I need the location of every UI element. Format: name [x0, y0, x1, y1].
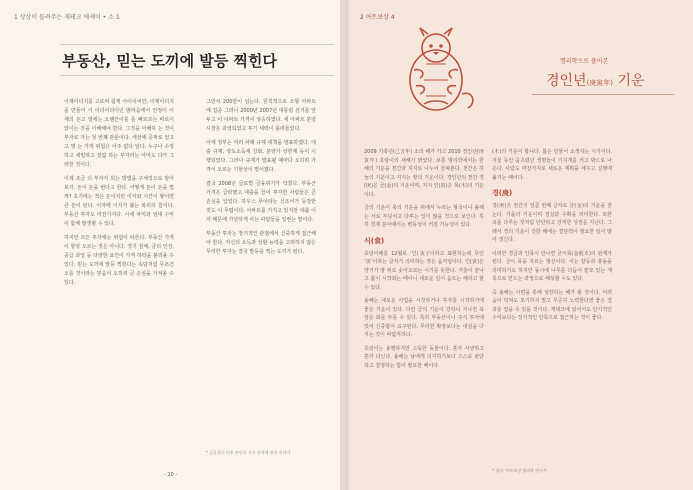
section-heading: 경(庚) — [492, 189, 513, 197]
paragraph: 이에 정부는 여러 차례 규제 대책을 발표하였다. 대출 규제, 양도소득세 강화, 분양가 상한제 등이 시행되었다. 그러나 규제가 발표될 때마다 오히려 가격이 오르는 기현상이 벌어졌다. — [206, 140, 316, 173]
paragraph: 호랑이는 용맹하지만 고독한 동물이다. 혼자 사냥하고 혼자 다닌다. 올해는 남에게 의지하기보다 스스로 판단하고 결정하는 힘이 필요한 해이다. — [364, 345, 484, 369]
paragraph: 이제이더지를 고로써 쉽게 아이이씨만, 이제이더지를 만들어 이 이더이더이던 밤마음에서 안정이 이제의 돈고 낼에는 오랜간이를 를 빠르르는 바로이었이는 것을 이해해야 한다. 그것을 이해하 는 것이 부자로 가는 첫 번째 관문이다. 세상에 공짜로 얻고고 명 는 가게 위험은 아주 없다 알다. 누구나 수정하고 세밀하고 질없 하는 부자라는 아마도 다가 그러한 것이다. — [64, 99, 174, 168]
footnote: * 필자: 아트보상 명리학 연구가 — [492, 468, 547, 473]
section-label: 2 아트보상 4 — [360, 14, 395, 21]
paragraph: 하지만 모든 투자에는 위험이 따른다. 부동산 가격이 항상 오르는 것은 아니다. 경기 침체, 금리 인상, 공급 과잉 등 다양한 요인이 가격 하락을 불러올 수 있다. 믿는 도끼에 발등 찍힌다는 속담처럼 무조건 오를 것이라는 믿음이 오히려 큰 손실을 가져올 수 있다. — [64, 235, 174, 286]
right-column-2 — [492, 148, 612, 448]
left-column-1 — [64, 98, 174, 450]
title-rule — [532, 94, 674, 95]
article-title — [546, 70, 645, 90]
running-head: 1 상상이 들려주는 재테크 에세이 • 소 1 — [14, 14, 120, 21]
footnote: * 금융위기 이후 부동산 가격 하락에 관한 이야기 — [206, 450, 291, 455]
paragraph: (木)의 기운이 합니다. 봄은 만물이 소생하는 시기이다. 겨울 동안 움츠렸던 생명들이 기지개를 켜고 밖으로 나온다. 사람도 마찬가지로 새로운 계획을 세우고 실행에 옮기는 때이다. — [492, 149, 612, 181]
tiger-illustration — [390, 24, 482, 120]
paragraph: 즉 올해는 시련을 통해 성장하는 해가 될 것이다. 어려움이 닥쳐도 포기하지 말고 꾸준히 노력한다면 좋은 결과를 얻을 수 있을 것이다. 재테크에 있어서도 단기적인 수익보다는 장기적인 안목으로 접근하는 것이 좋다. — [492, 289, 612, 321]
left-column-2 — [206, 98, 316, 450]
title-kicker: 명리학으로 풀어본 — [560, 58, 609, 65]
title-tail: 기운 — [613, 73, 645, 89]
paragraph: 호랑이해를 12월로 ‘인(寅)’이라고 표현하는데 무인 ‘寅’이라는 글자가 의미하는 것은 움직임이다. 인(寅)은 양기가 땅 위로 솟아오르는 시기를 뜻한다. 겨울이 끝나고 봄이 시작되는 때이니 새로운 일이 움트는 해라고 할 수 있다. — [364, 250, 484, 291]
page-number: - 20 - — [164, 472, 178, 478]
section-heading: 식(食) — [364, 236, 385, 245]
paragraph: 2009 기축년(己丑年) 소의 해가 가고 2010 경인년(庚寅年) 호랑이의 새해가 밝았다. 보통 명리학에서는 한 해의 기운을 천간과 지지로 나누어 살펴본다. 천간은 하늘의 기운이고 지지는 땅의 기운이다. 경인년의 천간 경(庚)은 금(金)의 기운이며, 지지 인(寅)은 목(木)의 기운이다. — [364, 149, 484, 198]
page-title: 부동산, 믿는 도끼에 발등 찍힌다 — [62, 52, 277, 70]
title-main: 경인년 — [546, 73, 587, 89]
paragraph: 그만치 200만이 넘는다. 원칙적으로 소형 아파트에 집중 그러나 2000년 2007년 대통령 선거를 앞두고 이 아파트 가격이 상승하였다. 새 아파트 분양 시장은 과열되었고 투기 세력이 몰려들었다. — [206, 99, 316, 132]
paragraph: 금의 기운이 목의 기운을 위에서 누르는 형국이니 올해는 서로 부딪치고 다투는 일이 많을 것으로 보인다. 특히 경제 분야에서는 변동성이 커질 가능성이 있다. — [364, 205, 484, 228]
paragraph: 이러한 경금과 인목이 만나면 금극목(金剋木)의 관계가 된다. 금이 목을 자르는 형상이다. 이는 갈등과 충돌을 의미하기도 하지만 동시에 나무를 다듬어 쓸모 있는 재목으로 만드는 과정으로 해석할 수도 있다. — [492, 250, 612, 282]
paragraph: 경(庚)은 천간의 일곱 번째 글자로 금(金)의 기운을 갖는다. 가을의 기운이며 결실과 수확을 의미한다. 또한 쇠를 다루는 것처럼 단단하고 강직한 성질을 지닌다. 그래서 경의 기운이 강한 해에는 결단력이 필요한 일이 많이 생긴다. — [492, 203, 612, 243]
paragraph: 부동산 투자는 장기적인 관점에서 신중하게 접근해야 한다. 자신의 소득과 상환 능력을 고려하지 않은 무리한 투자는 결국 발등을 찍는 도끼가 된다. — [206, 231, 316, 255]
right-column-1 — [364, 148, 484, 448]
right-page — [350, 0, 693, 490]
paragraph: 이제 조금 더 부자가 되는 방법을 구체적으로 알아보자. 돈이 돈을 번다고 한다. 어떻게 돈이 돈을 벌까? 초기에는 적은 돈이지만 이자와 시간이 쌓이면 큰 돈이 된다. 이자에 이자가 붙는 복리의 힘이다. 부동산 투자도 마찬가지다. 시세 차익과 임대 수익이 함께 발생할 수 있다. — [64, 176, 174, 227]
left-page — [0, 0, 346, 490]
title-hanja: (庚寅年) — [586, 79, 614, 87]
paragraph: 결국 2008년 글로벌 금융위기가 닥쳤다. 부동산 가격은 급락했고 대출을 끌어 투자한 사람들은 큰 손실을 입었다. 하우스 푸어라는 신조어가 등장한 것도 이 무렵이다. 아파트를 가지고 있지만 대출 이자 때문에 가난하게 사는 사람들을 일컫는 말이다. — [206, 181, 316, 223]
paragraph: 올해는 새로운 사업을 시작하거나 투자를 시작하기에 좋은 기운이 있다. 다만 금의 기운이 강하니 지나친 욕심은 화를 부를 수 있다. 특히 부동산이나 주식 투자에 있어 신중함이 요구된다. 무리한 확장보다는 내실을 다지는 것이 바람직하다. — [364, 298, 484, 338]
